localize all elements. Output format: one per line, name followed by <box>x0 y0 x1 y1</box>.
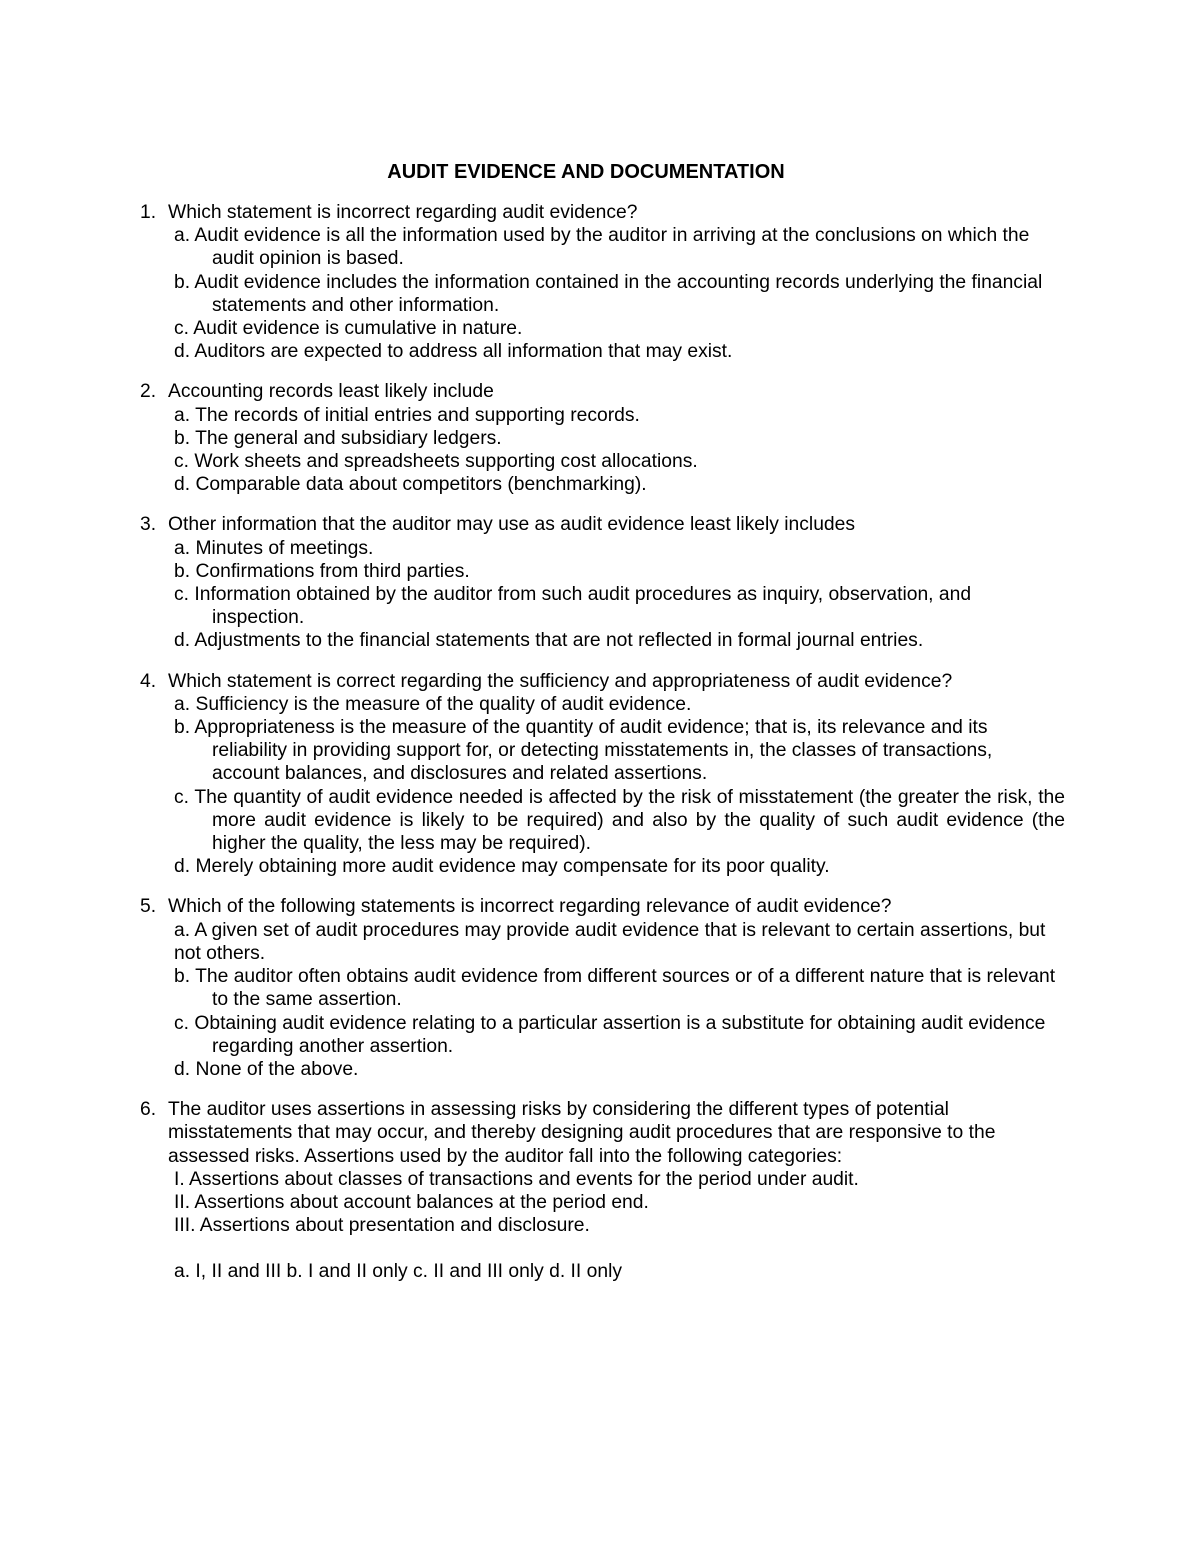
option-c <box>174 1012 1065 1058</box>
option-text: Sufficiency is the measure of the quality of audit evidence. <box>195 693 692 715</box>
option-b <box>174 560 1065 583</box>
question-list <box>140 201 1065 1301</box>
option-letter: c. <box>174 786 189 808</box>
question-text: Which statement is correct regarding the sufficiency and appropriateness of audit evidence? <box>168 670 953 692</box>
option-a <box>174 404 1065 427</box>
question-4 <box>140 670 1065 879</box>
option-letter: c. <box>174 451 189 473</box>
option-c <box>174 450 1065 473</box>
question-1 <box>140 201 1065 363</box>
option-c <box>174 317 1065 340</box>
option-text: Work sheets and spreadsheets supporting cost allocations. <box>194 451 698 473</box>
assertion-statement-1: I. Assertions about classes of transactions and events for the period under audit. <box>174 1168 859 1190</box>
answer-choices: a. I, II and III b. I and II only c. II and III only d. II only <box>174 1261 622 1283</box>
option-letter: c. <box>174 318 189 340</box>
option-text: Obtaining audit evidence relating to a particular assertion is a substitute for obtaining audit evidence regarding another assertion. <box>194 1012 1046 1057</box>
option-letter: d. <box>174 474 191 496</box>
option-letter: a. <box>174 404 191 426</box>
option-a <box>174 224 1065 270</box>
option-text: Minutes of meetings. <box>195 537 374 559</box>
option-d <box>174 1058 1065 1081</box>
option-letter: d. <box>174 341 191 363</box>
option-text: Appropriateness is the measure of the quantity of audit evidence; that is, its relevance and its reliability in providing support for, or detecting misstatements in, the classes of transactions, account balances, and disclosures and related assertions. <box>194 717 993 785</box>
question-text: Which of the following statements is incorrect regarding relevance of audit evidence? <box>168 896 892 918</box>
option-text: Audit evidence is all the information used by the auditor in arriving at the conclusions on which the audit opinion is based. <box>194 225 1030 270</box>
option-a <box>174 537 1065 560</box>
question-number: 3. <box>140 514 157 536</box>
option-d <box>174 855 1065 878</box>
option-letter: a. <box>174 537 191 559</box>
document-title: AUDIT EVIDENCE AND DOCUMENTATION <box>387 161 785 183</box>
option-letter: a. <box>174 225 191 247</box>
option-text: None of the above. <box>195 1058 359 1080</box>
question-number: 4. <box>140 670 157 692</box>
option-letter: a. <box>174 919 191 941</box>
question-text: The auditor uses assertions in assessing risks by considering the different types of potential misstatements that may occur, and thereby designing audit procedures that are responsive to the assessed risks. Assertions used by the auditor fall into the following categories: <box>168 1099 996 1167</box>
option-a <box>174 919 1065 965</box>
option-text: Audit evidence includes the information contained in the accounting records underlying the financial statements and other information. <box>194 271 1043 316</box>
option-b <box>174 271 1065 317</box>
option-b <box>174 716 1065 786</box>
option-letter: c. <box>174 584 189 606</box>
option-text: Auditors are expected to address all information that may exist. <box>194 341 733 363</box>
option-text: The quantity of audit evidence needed is affected by the risk of misstatement (the greater the risk, the more audit evidence is likely to be required) and also by the quality of such audit evidence (the higher the quality, the less may be required). <box>194 786 1065 855</box>
option-text: Audit evidence is cumulative in nature. <box>193 318 523 340</box>
option-text: Information obtained by the auditor from such audit procedures as inquiry, observation, and inspection. <box>194 584 972 629</box>
option-d <box>174 629 1065 652</box>
option-b <box>174 427 1065 450</box>
question-6 <box>140 1098 1065 1283</box>
option-letter: b. <box>174 717 191 739</box>
option-text: A given set of audit procedures may provide audit evidence that is relevant to certain assertions, but not others. <box>174 919 1046 964</box>
question-3 <box>140 513 1065 652</box>
option-text: Confirmations from third parties. <box>195 560 470 582</box>
option-letter: a. <box>174 693 191 715</box>
option-c <box>174 583 1065 629</box>
question-2 <box>140 380 1065 496</box>
option-text: Merely obtaining more audit evidence may compensate for its poor quality. <box>195 856 830 878</box>
option-text: The records of initial entries and supporting records. <box>195 404 640 426</box>
assertion-statement-2: II. Assertions about account balances at the period end. <box>174 1191 649 1213</box>
question-text: Which statement is incorrect regarding audit evidence? <box>168 202 638 223</box>
option-letter: b. <box>174 271 191 293</box>
question-text: Other information that the auditor may use as audit evidence least likely includes <box>168 514 855 536</box>
option-d <box>174 340 1065 363</box>
question-number: 5. <box>140 896 157 918</box>
question-5 <box>140 895 1065 1081</box>
option-c <box>174 786 1065 856</box>
option-text: Comparable data about competitors (benchmarking). <box>195 474 647 496</box>
question-number: 1. <box>140 202 157 223</box>
option-a <box>174 693 1065 716</box>
option-letter: d. <box>174 856 191 878</box>
option-letter: c. <box>174 1012 189 1034</box>
option-letter: b. <box>174 427 191 449</box>
option-d <box>174 473 1065 496</box>
option-letter: d. <box>174 1058 191 1080</box>
option-b <box>174 965 1065 1011</box>
assertion-statement-3: III. Assertions about presentation and disclosure. <box>174 1215 590 1237</box>
option-letter: b. <box>174 966 191 988</box>
option-text: The general and subsidiary ledgers. <box>195 427 502 449</box>
option-text: The auditor often obtains audit evidence from different sources or of a different nature that is relevant to the same assertion. <box>195 966 1056 1011</box>
question-number: 2. <box>140 381 157 403</box>
question-number: 6. <box>140 1099 157 1121</box>
option-letter: b. <box>174 560 191 582</box>
question-text: Accounting records least likely include <box>168 381 494 403</box>
option-text: Adjustments to the financial statements that are not reflected in formal journal entries. <box>194 630 924 652</box>
option-letter: d. <box>174 630 191 652</box>
